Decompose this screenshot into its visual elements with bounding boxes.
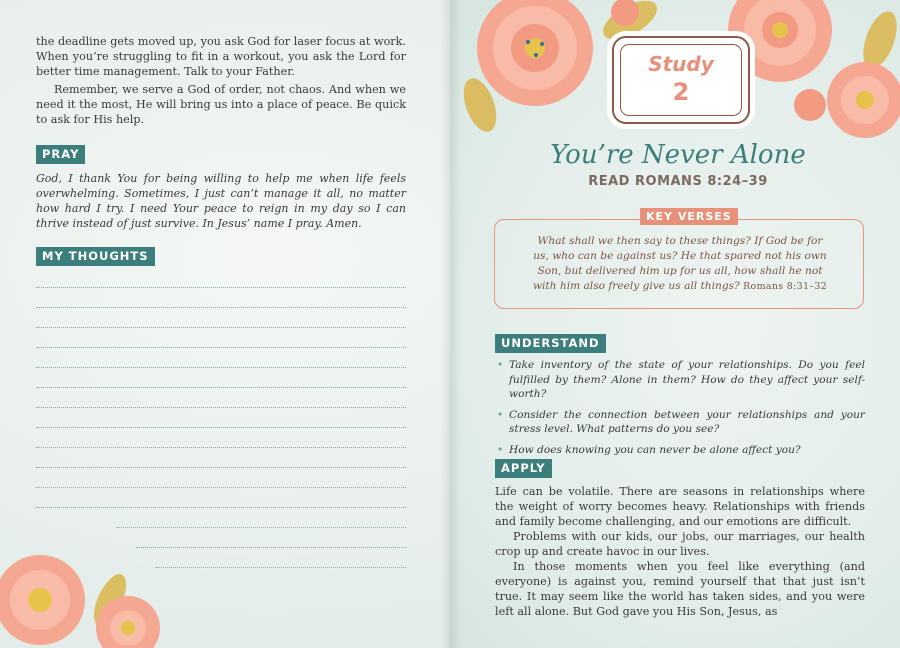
writing-line: [36, 328, 406, 348]
bullet-icon: •: [497, 408, 504, 421]
writing-line: [36, 488, 406, 508]
apply-paragraph: In those moments when you feel like everything (and everyone) is against you, remind yourself that that just isn’t true. It may seem like the world has taken sides, and you were left all alone. But God gave you His Son, Jesus, as: [495, 560, 865, 618]
apply-paragraph: Problems with our kids, our jobs, our marriages, our health crop up and create havoc in our lives.: [495, 530, 865, 558]
bullet-icon: •: [497, 359, 504, 371]
my-thoughts-heading: MY THOUGHTS: [36, 247, 155, 266]
writing-line: [116, 508, 406, 528]
prayer-text: God, I thank You for being willing to help me when life feels overwhelming. Sometimes, I just can’t manage it all, no matter how hard I try. I need Your peace to reign in my day so I can thrive instead of just survive. In Jesus’ name I pray. Amen.: [36, 172, 406, 230]
study-number: 2: [672, 78, 690, 106]
writing-line: [36, 308, 406, 328]
scripture-reading: READ ROMANS 8:24–39: [588, 174, 768, 189]
understand-list: [497, 358, 865, 463]
continued-paragraph: the deadline gets moved up, you ask God for laser focus at work. When you’re struggling to fit in a workout, you ask the Lord for better time management. Talk to your Father.: [36, 35, 406, 78]
writing-line: [36, 408, 406, 428]
key-verses-reference: Romans 8:31–32: [743, 281, 828, 292]
writing-line: [136, 528, 406, 548]
my-thoughts-writing-lines: [36, 268, 406, 568]
writing-line: [36, 448, 406, 468]
bullet-icon: •: [497, 443, 504, 456]
writing-line: [36, 288, 406, 308]
key-verses-text: [530, 234, 830, 294]
key-verses-heading: KEY VERSES: [640, 208, 738, 225]
understand-heading: UNDERSTAND: [495, 334, 606, 353]
writing-line: [36, 348, 406, 368]
list-item: • How does knowing you can never be alone affect you?: [497, 443, 801, 456]
pray-heading: PRAY: [36, 145, 85, 164]
peony-right-flower: [827, 62, 900, 138]
key-verses-quote: What shall we then say to these things? If God be for us, who can be against us? He that spared not his own Son, but delivered him up for us all, how shall he not with him also freely give us all things?: [532, 235, 827, 292]
remember-paragraph: Remember, we serve a God of order, not chaos. And when we need it the most, He will bring us into a place of peace. Be quick to ask for His help.: [36, 83, 406, 126]
study-label: Study: [648, 52, 714, 76]
peony-left-flower: [477, 0, 593, 106]
writing-line: [156, 548, 406, 568]
writing-line: [36, 388, 406, 408]
apply-paragraph: Life can be volatile. There are seasons in relationships where the weight of worry becomes heavy. Relationships with friends and family become challenging, and our emotions are difficult.: [495, 485, 865, 528]
writing-line: [36, 368, 406, 388]
left-page-content: [36, 34, 406, 266]
writing-line: [36, 468, 406, 488]
list-item: • Take inventory of the state of your relationships. Do you feel fulfilled by them? Alone in them? How do they affect your self-worth?: [497, 359, 865, 400]
apply-heading: APPLY: [495, 459, 552, 478]
writing-line: [36, 268, 406, 288]
apply-text: [495, 484, 865, 619]
small-bud: [794, 89, 826, 121]
writing-line: [36, 428, 406, 448]
list-item: • Consider the connection between your relationships and your stress level. What patterns do you see?: [497, 408, 865, 435]
study-number-frame: [612, 36, 750, 124]
study-title: You’re Never Alone: [550, 140, 806, 170]
